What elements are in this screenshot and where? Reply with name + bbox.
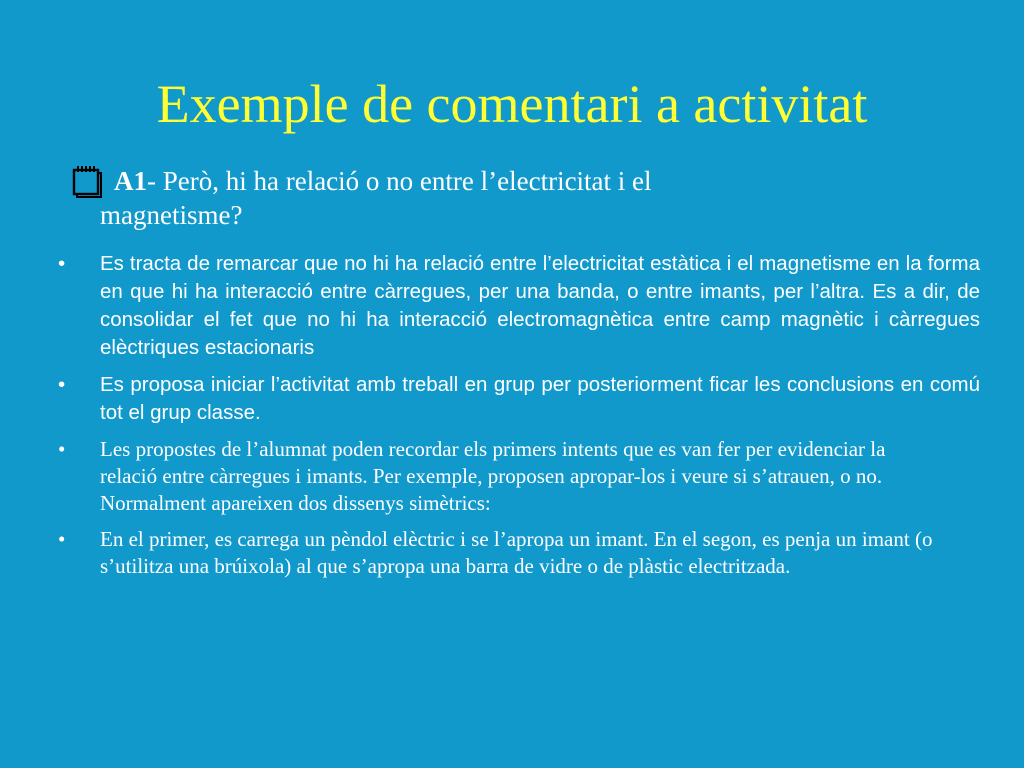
lead-question-continuation: magnetisme? bbox=[100, 200, 243, 230]
bullet-marker: • bbox=[58, 373, 66, 396]
bullet-marker: • bbox=[58, 527, 66, 551]
bullet-text: En el primer, es carrega un pèndol elèctric i se l’apropa un imant. En el segon, es penja un imant (o s’utilitza una brúixola) al que s’apropa una barra de vidre o de plàstic electritzada. bbox=[100, 527, 933, 578]
lead-question-text: - Però, hi ha relació o no entre l’electricitat i el bbox=[147, 166, 652, 196]
bullet-marker: • bbox=[58, 437, 66, 461]
lead-line bbox=[70, 164, 950, 198]
bullet-text: Es proposa iniciar l’activitat amb treball en grup per posteriorment ficar les conclusions en comú tot el grup classe. bbox=[100, 373, 980, 424]
bullet-text: Es tracta de remarcar que no hi ha relació entre l’electricitat estàtica i el magnetisme en la forma en que hi ha interacció entre càrregues, per una banda, o entre imants, per l’altra. Es a dir, de consolidar el fet que no hi ha interacció electromagnètica entre camp magnètic i càrregues elèctriques estacionaris bbox=[100, 252, 980, 359]
list-item bbox=[52, 526, 980, 580]
bullet-text: Les propostes de l’alumnat poden recordar els primers intents que es van fer per evidenciar la relació entre càrregues i imants. Per exemple, proposen apropar-los i veure si s’atrauen, o no. Normalment apareixen dos dissenys simètrics: bbox=[100, 437, 886, 515]
list-item bbox=[52, 371, 980, 427]
bullet-list bbox=[52, 250, 980, 589]
list-item bbox=[52, 250, 980, 362]
activity-code: A1 bbox=[114, 166, 147, 196]
document-icon bbox=[70, 164, 104, 198]
list-item bbox=[52, 436, 980, 517]
bullet-marker: • bbox=[58, 252, 66, 275]
slide-title: Exemple de comentari a activitat bbox=[156, 74, 868, 134]
lead-question bbox=[70, 164, 950, 232]
